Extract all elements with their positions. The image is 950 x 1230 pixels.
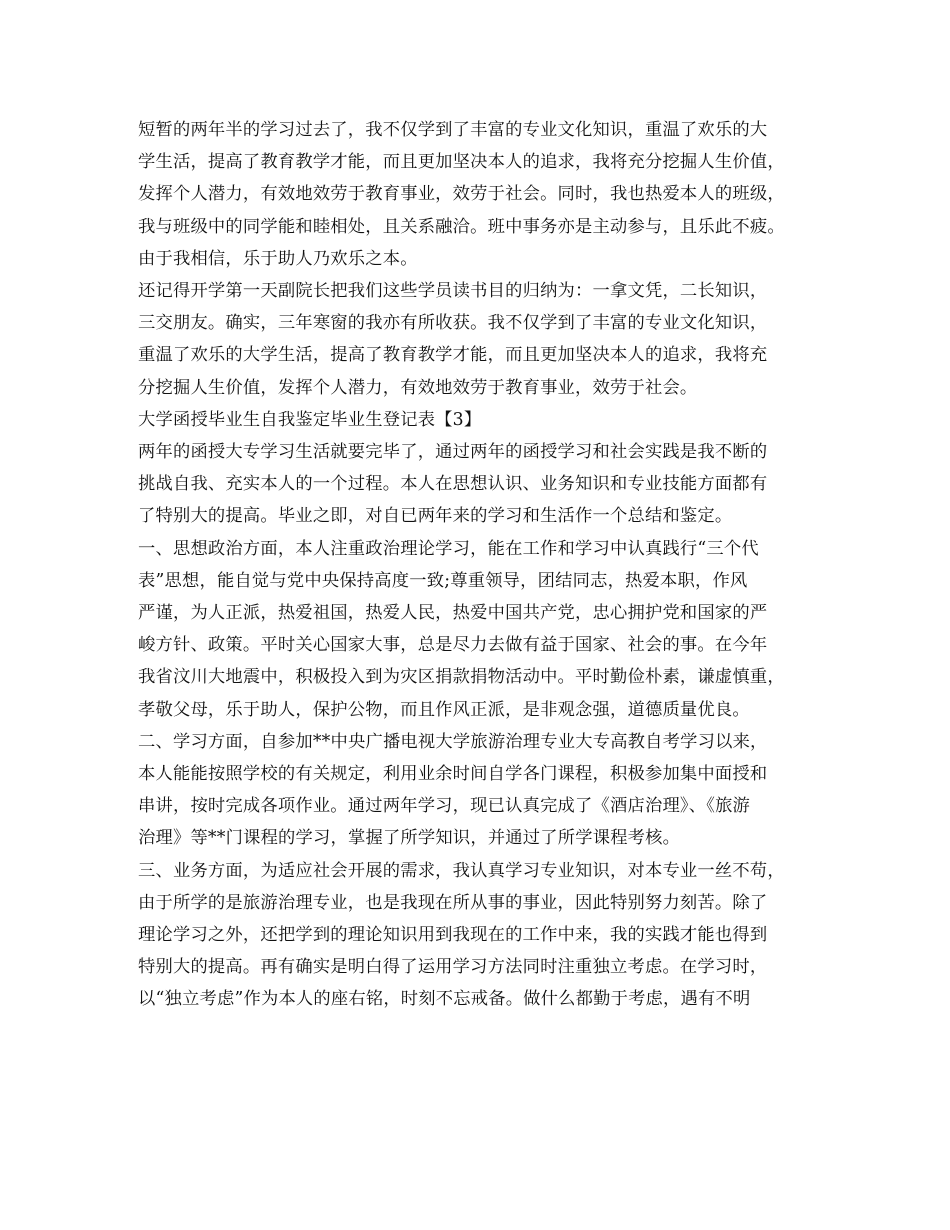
- text-line: 本人能能按照学校的有关规定，利用业余时间自学各门课程，积极参加集中面授和: [138, 764, 768, 785]
- text-line: 三、业务方面，为适应社会开展的需求，我认真学习专业知识，对本专业一丝不苟，: [138, 860, 785, 881]
- text-line: 我省汶川大地震中，积极投入到为灾区捐款捐物活动中。平时勤俭朴素，谦虚慎重，: [138, 667, 785, 688]
- section-heading: 大学函授毕业生自我鉴定毕业生登记表【3】: [138, 409, 482, 430]
- text-line: 峻方针、政策。平时关心国家大事，总是尽力去做有益于国家、社会的事。在今年: [138, 635, 768, 656]
- text-line: 三交朋友。确实，三年寒窗的我亦有所收获。我不仅学到了丰富的专业文化知识，: [138, 313, 768, 334]
- text-line: 发挥个人潜力，有效地效劳于教育事业，效劳于社会。同时，我也热爱本人的班级，: [138, 184, 785, 205]
- text-line: 治理》等**门课程的学习，掌握了所学知识，并通过了所学课程考核。: [138, 828, 681, 849]
- text-line: 分挖掘人生价值，发挥个人潜力，有效地效劳于教育事业，效劳于社会。: [138, 377, 698, 398]
- text-line: 我与班级中的同学能和睦相处，且关系融洽。班中事务亦是主动参与，且乐此不疲。: [138, 216, 785, 237]
- text-line: 严谨，为人正派，热爱祖国，热爱人民，热爱中国共产党，忠心拥护党和国家的严: [138, 603, 768, 624]
- text-line: 挑战自我、充实本人的一个过程。本人在思想认识、业务知识和专业技能方面都有: [138, 474, 768, 495]
- text-line: 了特别大的提高。毕业之即，对自已两年来的学习和生活作一个总结和鉴定。: [138, 506, 733, 527]
- text-line: 一、思想政治方面，本人注重政治理论学习，能在工作和学习中认真践行“三个代: [138, 538, 759, 559]
- text-line: 由于所学的是旅游治理专业，也是我现在所从事的事业，因此特别努力刻苦。除了: [138, 892, 768, 913]
- text-line: 孝敬父母，乐于助人，保护公物，而且作风正派，是非观念强，道德质量优良。: [138, 699, 750, 720]
- text-line: 串讲，按时完成各项作业。通过两年学习，现已认真完成了《酒店治理》、《旅游: [138, 796, 751, 817]
- text-line: 特别大的提高。再有确实是明白得了运用学习方法同时注重独立考虑。在学习时，: [138, 957, 768, 978]
- text-line: 两年的函授大专学习生活就要完毕了，通过两年的函授学习和社会实践是我不断的: [138, 442, 768, 463]
- text-line: 二、学习方面，自参加**中央广播电视大学旅游治理专业大专高教自考学习以来，: [138, 731, 768, 752]
- text-line: 学生活，提高了教育教学才能，而且更加坚决本人的追求，我将充分挖掘人生价值，: [138, 152, 785, 173]
- text-line: 理论学习之外，还把学到的理论知识用到我现在的工作中来，我的实践才能也得到: [138, 925, 768, 946]
- text-line: 以“独立考虑”作为本人的座右铭，时刻不忘戒备。做什么都勤于考虑，遇有不明: [138, 989, 751, 1010]
- text-line: 短暂的两年半的学习过去了，我不仅学到了丰富的专业文化知识，重温了欢乐的大: [138, 120, 768, 140]
- text-line: 表”思想，能自觉与党中央保持高度一致;尊重领导，团结同志，热爱本职，作风: [138, 570, 748, 591]
- document-body: [138, 114, 828, 1016]
- text-line: 重温了欢乐的大学生活，提高了教育教学才能，而且更加坚决本人的追求，我将充: [138, 345, 768, 366]
- text-line: 由于我相信，乐于助人乃欢乐之本。: [138, 248, 418, 269]
- text-line: 还记得开学第一天副院长把我们这些学员读书目的归纳为：一拿文凭，二长知识，: [138, 281, 768, 302]
